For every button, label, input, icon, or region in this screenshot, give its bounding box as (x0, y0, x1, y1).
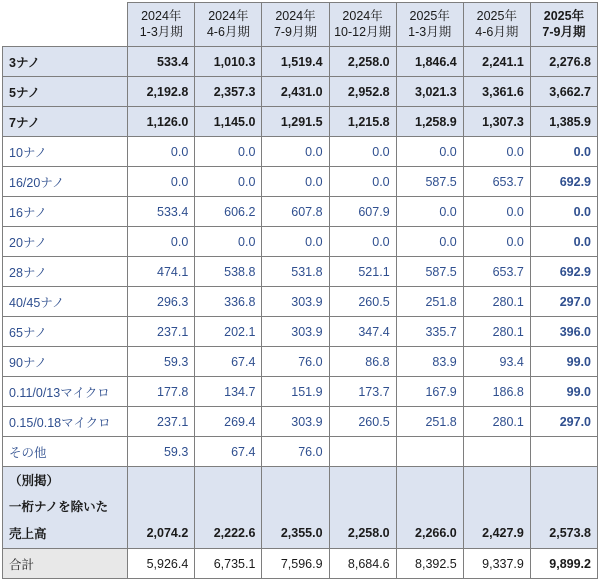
cell-16-20nm-2025q1: 587.5 (396, 167, 463, 197)
cell-20nm-2025q1: 0.0 (396, 227, 463, 257)
cell-40-45nm-2024q3: 303.9 (262, 287, 329, 317)
cell-3nm-2024q4: 2,258.0 (329, 47, 396, 77)
cell-3nm-2025q1: 1,846.4 (396, 47, 463, 77)
note-label-net-sales: 売上高 (3, 519, 128, 549)
cell-011-013micron-2025q2: 186.8 (463, 377, 530, 407)
cell-5nm-2024q1: 2,192.8 (128, 77, 195, 107)
row-label-3nm: 3ナノ (3, 47, 128, 77)
cell-16-20nm-2024q4: 0.0 (329, 167, 396, 197)
row-label-5nm: 5ナノ (3, 77, 128, 107)
cell-90nm-2024q3: 76.0 (262, 347, 329, 377)
cell-10nm-2024q3: 0.0 (262, 137, 329, 167)
note-cell-sales-2024q1: 2,074.2 (128, 519, 195, 549)
cell-10nm-2024q1: 0.0 (128, 137, 195, 167)
cell-28nm-2024q3: 531.8 (262, 257, 329, 287)
cell-28nm-2024q4: 521.1 (329, 257, 396, 287)
cell-7nm-2024q2: 1,145.0 (195, 107, 262, 137)
column-header-2025q2 (463, 3, 530, 47)
note-cell-sales-2024q4: 2,258.0 (329, 519, 396, 549)
cell-16-20nm-2025q2: 653.7 (463, 167, 530, 197)
cell-28nm-2025q3: 692.9 (530, 257, 597, 287)
table-row (3, 77, 598, 107)
note-row-description (3, 493, 598, 519)
column-header-period: 7-9月期 (542, 24, 586, 39)
cell-011-013micron-2024q4: 173.7 (329, 377, 396, 407)
cell-65nm-2025q2: 280.1 (463, 317, 530, 347)
cell-90nm-2024q1: 59.3 (128, 347, 195, 377)
cell-20nm-2024q2: 0.0 (195, 227, 262, 257)
row-label-others: その他 (3, 437, 128, 467)
note-cell-0-2025q1 (396, 467, 463, 493)
cell-65nm-2025q1: 335.7 (396, 317, 463, 347)
note-label-bekkei: （別掲） (3, 467, 128, 493)
note-cell-1-2024q4 (329, 493, 396, 519)
note-cell-1-2024q2 (195, 493, 262, 519)
cell-015-018micron-2024q2: 269.4 (195, 407, 262, 437)
table-row (3, 407, 598, 437)
row-label-65nm: 65ナノ (3, 317, 128, 347)
note-cell-0-2025q3 (530, 467, 597, 493)
cell-16-20nm-2025q3: 692.9 (530, 167, 597, 197)
cell-65nm-2025q3: 396.0 (530, 317, 597, 347)
cell-90nm-2024q4: 86.8 (329, 347, 396, 377)
column-header-year: 2025年 (409, 8, 450, 23)
cell-015-018micron-2024q1: 237.1 (128, 407, 195, 437)
table-row (3, 227, 598, 257)
cell-90nm-2025q2: 93.4 (463, 347, 530, 377)
cell-40-45nm-2025q3: 297.0 (530, 287, 597, 317)
cell-7nm-2025q1: 1,258.9 (396, 107, 463, 137)
note-cell-1-2024q1 (128, 493, 195, 519)
cell-7nm-2024q1: 1,126.0 (128, 107, 195, 137)
column-header-year: 2024年 (275, 8, 316, 23)
cell-others-2024q1: 59.3 (128, 437, 195, 467)
cell-others-2024q4 (329, 437, 396, 467)
column-header-period: 1-3月期 (408, 24, 452, 39)
cell-5nm-2025q2: 3,361.6 (463, 77, 530, 107)
cell-total-2025q3: 9,899.2 (530, 549, 597, 579)
row-label-90nm: 90ナノ (3, 347, 128, 377)
column-header-2024q1 (128, 3, 195, 47)
row-label-16-20nm: 16/20ナノ (3, 167, 128, 197)
cell-total-2025q2: 9,337.9 (463, 549, 530, 579)
table-row (3, 107, 598, 137)
cell-011-013micron-2024q3: 151.9 (262, 377, 329, 407)
cell-total-2024q1: 5,926.4 (128, 549, 195, 579)
cell-40-45nm-2024q4: 260.5 (329, 287, 396, 317)
table-row (3, 137, 598, 167)
note-cell-0-2025q2 (463, 467, 530, 493)
cell-011-013micron-2024q1: 177.8 (128, 377, 195, 407)
row-label-20nm: 20ナノ (3, 227, 128, 257)
cell-5nm-2025q3: 3,662.7 (530, 77, 597, 107)
cell-90nm-2024q2: 67.4 (195, 347, 262, 377)
table-row (3, 167, 598, 197)
cell-total-2024q3: 7,596.9 (262, 549, 329, 579)
note-cell-0-2024q1 (128, 467, 195, 493)
table-row (3, 347, 598, 377)
cell-20nm-2025q3: 0.0 (530, 227, 597, 257)
note-cell-sales-2024q2: 2,222.6 (195, 519, 262, 549)
cell-90nm-2025q3: 99.0 (530, 347, 597, 377)
cell-7nm-2024q3: 1,291.5 (262, 107, 329, 137)
column-header-period: 4-6月期 (206, 24, 250, 39)
cell-10nm-2025q2: 0.0 (463, 137, 530, 167)
cell-16nm-2024q2: 606.2 (195, 197, 262, 227)
cell-7nm-2024q4: 1,215.8 (329, 107, 396, 137)
cell-16-20nm-2024q1: 0.0 (128, 167, 195, 197)
note-cell-0-2024q4 (329, 467, 396, 493)
column-header-period: 10-12月期 (334, 24, 392, 39)
cell-16nm-2025q1: 0.0 (396, 197, 463, 227)
header-corner-cell (3, 3, 128, 47)
note-cell-1-2024q3 (262, 493, 329, 519)
cell-10nm-2025q1: 0.0 (396, 137, 463, 167)
cell-3nm-2025q2: 2,241.1 (463, 47, 530, 77)
cell-28nm-2024q2: 538.8 (195, 257, 262, 287)
note-cell-1-2025q2 (463, 493, 530, 519)
cell-16nm-2024q4: 607.9 (329, 197, 396, 227)
table-row (3, 317, 598, 347)
column-header-year: 2024年 (141, 8, 182, 23)
note-cell-0-2024q2 (195, 467, 262, 493)
cell-20nm-2024q4: 0.0 (329, 227, 396, 257)
cell-5nm-2024q2: 2,357.3 (195, 77, 262, 107)
cell-3nm-2024q2: 1,010.3 (195, 47, 262, 77)
row-label-total: 合計 (3, 549, 128, 579)
column-header-2024q2 (195, 3, 262, 47)
cell-total-2024q2: 6,735.1 (195, 549, 262, 579)
cell-90nm-2025q1: 83.9 (396, 347, 463, 377)
cell-16nm-2024q1: 533.4 (128, 197, 195, 227)
table-row (3, 257, 598, 287)
cell-16nm-2024q3: 607.8 (262, 197, 329, 227)
table-row (3, 437, 598, 467)
cell-16nm-2025q3: 0.0 (530, 197, 597, 227)
column-header-year: 2025年 (543, 8, 585, 23)
cell-015-018micron-2024q3: 303.9 (262, 407, 329, 437)
cell-011-013micron-2025q3: 99.0 (530, 377, 597, 407)
note-row-values (3, 519, 598, 549)
cell-40-45nm-2024q2: 336.8 (195, 287, 262, 317)
cell-10nm-2025q3: 0.0 (530, 137, 597, 167)
revenue-by-node-table (2, 2, 598, 579)
column-header-year: 2025年 (476, 8, 517, 23)
cell-10nm-2024q2: 0.0 (195, 137, 262, 167)
cell-28nm-2025q1: 587.5 (396, 257, 463, 287)
table-row (3, 197, 598, 227)
row-label-015-018micron: 0.15/0.18マイクロ (3, 407, 128, 437)
row-label-40-45nm: 40/45ナノ (3, 287, 128, 317)
note-row-title (3, 467, 598, 493)
note-cell-sales-2025q2: 2,427.9 (463, 519, 530, 549)
cell-65nm-2024q4: 347.4 (329, 317, 396, 347)
note-cell-1-2025q1 (396, 493, 463, 519)
column-header-period: 4-6月期 (475, 24, 519, 39)
cell-others-2024q3: 76.0 (262, 437, 329, 467)
note-cell-1-2025q3 (530, 493, 597, 519)
cell-28nm-2025q2: 653.7 (463, 257, 530, 287)
cell-011-013micron-2025q1: 167.9 (396, 377, 463, 407)
cell-011-013micron-2024q2: 134.7 (195, 377, 262, 407)
table-row (3, 47, 598, 77)
cell-20nm-2024q3: 0.0 (262, 227, 329, 257)
cell-015-018micron-2025q2: 280.1 (463, 407, 530, 437)
cell-3nm-2024q3: 1,519.4 (262, 47, 329, 77)
cell-10nm-2024q4: 0.0 (329, 137, 396, 167)
row-label-28nm: 28ナノ (3, 257, 128, 287)
cell-7nm-2025q3: 1,385.9 (530, 107, 597, 137)
cell-16-20nm-2024q2: 0.0 (195, 167, 262, 197)
cell-3nm-2024q1: 533.4 (128, 47, 195, 77)
cell-total-2025q1: 8,392.5 (396, 549, 463, 579)
cell-16-20nm-2024q3: 0.0 (262, 167, 329, 197)
cell-65nm-2024q2: 202.1 (195, 317, 262, 347)
row-label-7nm: 7ナノ (3, 107, 128, 137)
cell-others-2024q2: 67.4 (195, 437, 262, 467)
cell-40-45nm-2025q1: 251.8 (396, 287, 463, 317)
cell-3nm-2025q3: 2,276.8 (530, 47, 597, 77)
cell-20nm-2024q1: 0.0 (128, 227, 195, 257)
table-row (3, 377, 598, 407)
row-label-10nm: 10ナノ (3, 137, 128, 167)
cell-20nm-2025q2: 0.0 (463, 227, 530, 257)
table-header-row (3, 3, 598, 47)
note-label-excluding-single-digit-nm: 一桁ナノを除いた (3, 493, 128, 519)
column-header-2024q4 (329, 3, 396, 47)
cell-28nm-2024q1: 474.1 (128, 257, 195, 287)
total-row (3, 549, 598, 579)
table-row (3, 287, 598, 317)
column-header-2025q1 (396, 3, 463, 47)
note-cell-0-2024q3 (262, 467, 329, 493)
cell-015-018micron-2025q3: 297.0 (530, 407, 597, 437)
column-header-year: 2024年 (342, 8, 383, 23)
cell-others-2025q2 (463, 437, 530, 467)
cell-7nm-2025q2: 1,307.3 (463, 107, 530, 137)
cell-65nm-2024q3: 303.9 (262, 317, 329, 347)
column-header-period: 1-3月期 (139, 24, 183, 39)
cell-015-018micron-2024q4: 260.5 (329, 407, 396, 437)
cell-65nm-2024q1: 237.1 (128, 317, 195, 347)
cell-total-2024q4: 8,684.6 (329, 549, 396, 579)
column-header-2025q3 (530, 3, 597, 47)
column-header-2024q3 (262, 3, 329, 47)
cell-5nm-2025q1: 3,021.3 (396, 77, 463, 107)
cell-40-45nm-2024q1: 296.3 (128, 287, 195, 317)
column-header-year: 2024年 (208, 8, 249, 23)
note-cell-sales-2024q3: 2,355.0 (262, 519, 329, 549)
cell-others-2025q1 (396, 437, 463, 467)
cell-16nm-2025q2: 0.0 (463, 197, 530, 227)
column-header-period: 7-9月期 (273, 24, 318, 39)
cell-5nm-2024q4: 2,952.8 (329, 77, 396, 107)
row-label-16nm: 16ナノ (3, 197, 128, 227)
cell-40-45nm-2025q2: 280.1 (463, 287, 530, 317)
note-cell-sales-2025q1: 2,266.0 (396, 519, 463, 549)
cell-5nm-2024q3: 2,431.0 (262, 77, 329, 107)
row-label-011-013micron: 0.11/0/13マイクロ (3, 377, 128, 407)
cell-others-2025q3 (530, 437, 597, 467)
note-cell-sales-2025q3: 2,573.8 (530, 519, 597, 549)
cell-015-018micron-2025q1: 251.8 (396, 407, 463, 437)
